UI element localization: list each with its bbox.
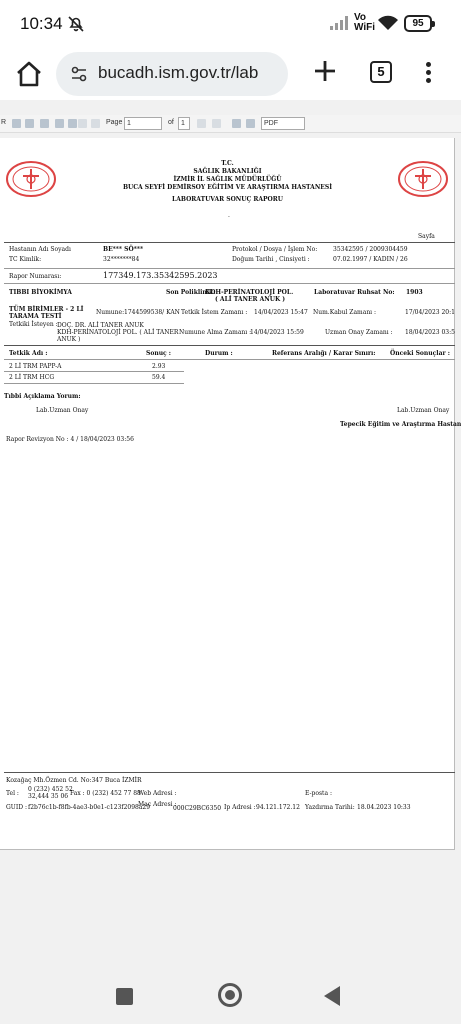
header-hospital: BUCA SEYFİ DEMİRSOY EĞİTİM VE ARAŞTIRMA HASTANESİ <box>122 184 333 191</box>
requester-clinic: KDH-PERİNATOLOJİ POL. ( ALİ TANER <box>57 329 179 336</box>
footer-mac-label: Mac Adresi : <box>138 801 177 808</box>
footer-print-value: 18.04.2023 10:33 <box>357 804 411 811</box>
save-icon[interactable] <box>232 119 241 128</box>
footer-guid-label: GUID : <box>6 804 27 811</box>
requester-name: DOÇ. DR. ALİ TANER ANUK <box>57 322 144 329</box>
report-title: LABORATUVAR SONUÇ RAPORU <box>172 196 283 203</box>
accept-value: 17/04/2023 20:1 <box>405 309 455 316</box>
sample-value: 1744599538/ KAN <box>124 309 180 316</box>
export-icon[interactable] <box>246 119 255 128</box>
page-label: Sayfa <box>418 233 435 240</box>
birth-label: Doğum Tarihi , Cinsiyeti : <box>232 256 310 263</box>
divider <box>4 359 455 360</box>
page-setup-icon[interactable] <box>68 119 77 128</box>
approval-right: Lab.Uzman Onay <box>397 407 450 414</box>
approval-left: Lab.Uzman Onay <box>36 407 89 414</box>
vowifi-label-top: Vo <box>354 12 367 23</box>
sample-label: Numune: <box>96 309 125 316</box>
result-row-1-value: 2.93 <box>152 363 166 370</box>
divider <box>4 283 455 284</box>
site-info-icon[interactable] <box>70 65 88 83</box>
last-clinic-value: KDH-PERİNATOLOJİ POL. <box>205 289 294 296</box>
unit-line-1: TÜM BİRİMLER - 2 Lİ <box>9 306 84 313</box>
browser-toolbar <box>0 48 461 100</box>
col-result: Sonuç : <box>146 350 172 357</box>
header-ministry: SAĞLIK BAKANLIĞI <box>193 168 262 175</box>
divider <box>4 242 455 243</box>
footer-mac-value: 000C29BC6350 <box>173 805 222 812</box>
footer-print-label: Yazdırma Tarihi: <box>305 804 355 811</box>
layout-icon[interactable] <box>55 119 64 128</box>
status-time: 10:34 <box>20 14 63 33</box>
wifi-icon <box>377 15 399 31</box>
last-page-icon[interactable] <box>212 119 221 128</box>
prev-page-icon[interactable] <box>91 119 100 128</box>
test-request-label: Tetkik İstem Zamanı : <box>181 309 248 316</box>
protocol-label: Protokol / Dosya / İşlem No: <box>232 246 318 253</box>
last-clinic-label: Son Poliklinik: <box>166 289 216 296</box>
zoom-format-label[interactable]: R <box>1 119 7 126</box>
print-preview-icon[interactable] <box>25 119 34 128</box>
footer-email-label: E-posta : <box>305 790 332 797</box>
footer-guid-value: f2b76c1b-f8fb-4ae3-b0e1-c123f2098a29 <box>28 804 151 811</box>
status-bar <box>0 0 461 48</box>
patient-name-value: BE*** SÖ*** <box>103 246 144 253</box>
protocol-value: 35342595 / 2009304459 <box>333 246 408 253</box>
col-previous: Önceki Sonuçlar : <box>390 350 450 357</box>
col-reference: Referans Aralığı / Karar Sınırı: <box>272 350 376 357</box>
report-viewer-toolbar <box>0 115 461 133</box>
footer-ip-label: Ip Adresi : <box>224 804 256 811</box>
last-clinic-doctor: ( ALİ TANER ANUK ) <box>215 296 286 303</box>
result-row-1-name: 2 Lİ TRM PAPP-A <box>9 363 62 370</box>
lab-report-document <box>0 138 461 850</box>
signal-icon <box>330 16 350 30</box>
web-page <box>0 100 461 970</box>
tc-label: TC Kimlik: <box>9 256 42 263</box>
page-number-input[interactable]: 1 <box>124 117 162 130</box>
birth-value: 07.02.1997 / KADIN / 26 <box>333 256 408 263</box>
sample-time-value: 14/04/2023 15:59 <box>250 329 304 336</box>
patient-name-label: Hastanın Adı Soyadı <box>9 246 71 253</box>
vowifi-indicator <box>354 13 375 33</box>
license-label: Laboratuvar Ruhsat No: <box>314 289 395 296</box>
footer-ip-value: 94.121.172.12 <box>256 804 300 811</box>
approve-value: 18/04/2023 03:5 <box>405 329 455 336</box>
system-navigation-bar <box>0 970 461 1024</box>
tab-switcher-button[interactable]: 5 <box>370 61 392 83</box>
report-number-value: 177349.173.35342595.2023 <box>103 271 218 280</box>
footer-tel-2: 32,444 35 06 <box>28 793 69 800</box>
back-icon[interactable] <box>324 986 340 1006</box>
url-text: bucadh.ism.gov.tr/lab <box>98 63 259 82</box>
result-row-2-name: 2 Lİ TRM HCG <box>9 374 55 381</box>
header-tc: T.C. <box>221 160 234 167</box>
footer-tel-label: Tel : <box>6 790 19 797</box>
header-directorate: İZMİR İL SAĞLIK MÜDÜRLÜĞÜ <box>173 176 282 183</box>
export-format-select[interactable]: PDF <box>261 117 305 130</box>
requester-clinic-cont: ANUK ) <box>57 336 81 343</box>
divider <box>4 345 455 346</box>
revision-info: Rapor Revizyon No : 4 / 18/04/2023 03:56 <box>6 436 134 443</box>
comment-label: Tıbbi Açıklama Yorum: <box>4 393 81 400</box>
report-number-label: Rapor Numarası: <box>9 273 62 280</box>
first-page-icon[interactable] <box>78 119 87 128</box>
header-dot: . <box>228 212 230 219</box>
department-name: TIBBI BİYOKİMYA <box>9 289 72 296</box>
recents-icon[interactable] <box>116 988 133 1005</box>
page-background <box>0 855 461 970</box>
footer-address: Kozağaç Mh.Özmen Cd. No:347 Buca İZMİR <box>6 777 142 784</box>
sample-time-label: Numune Alma Zamanı : <box>179 329 252 336</box>
col-status: Durum : <box>205 350 233 357</box>
requester-label: Tetkiki İsteyen : <box>9 321 58 328</box>
print-icon[interactable] <box>40 119 49 128</box>
divider <box>4 371 184 372</box>
mute-icon <box>66 14 86 34</box>
footer-fax: Fax : 0 (232) 452 77 88 <box>70 790 141 797</box>
of-label: of <box>168 119 174 126</box>
vowifi-label-bottom: WiFi <box>354 22 376 33</box>
license-value: 1903 <box>406 289 423 296</box>
home-nav-icon[interactable] <box>218 983 242 1007</box>
page-label: Page <box>106 119 123 126</box>
page-total: 1 <box>178 117 190 130</box>
divider <box>4 268 455 269</box>
divider <box>4 383 184 384</box>
approving-hospital: Tepecik Eğitim ve Araştırma Hastan <box>340 421 461 428</box>
new-tab-icon[interactable] <box>312 58 338 84</box>
footer-divider <box>4 772 455 773</box>
footer-tel-1: 0 (232) 452 52 <box>28 786 73 793</box>
tc-value: 32*******84 <box>103 256 140 263</box>
next-page-icon[interactable] <box>197 119 206 128</box>
test-request-value: 14/04/2023 15:47 <box>254 309 308 316</box>
col-test-name: Tetkik Adı : <box>9 350 48 357</box>
result-row-2-value: 59.4 <box>152 374 166 381</box>
battery-indicator: 95 <box>404 15 432 32</box>
home-icon[interactable] <box>14 60 44 88</box>
footer-web-label: Web Adresi : <box>138 790 177 797</box>
refresh-icon[interactable] <box>12 119 21 128</box>
address-bar[interactable] <box>56 52 288 96</box>
accept-label: Num.Kabul Zamanı : <box>313 309 377 316</box>
unit-line-2: TARAMA TESTİ <box>9 313 62 320</box>
approve-label: Uzman Onay Zamanı : <box>325 329 393 336</box>
overflow-menu-icon[interactable] <box>418 60 438 86</box>
